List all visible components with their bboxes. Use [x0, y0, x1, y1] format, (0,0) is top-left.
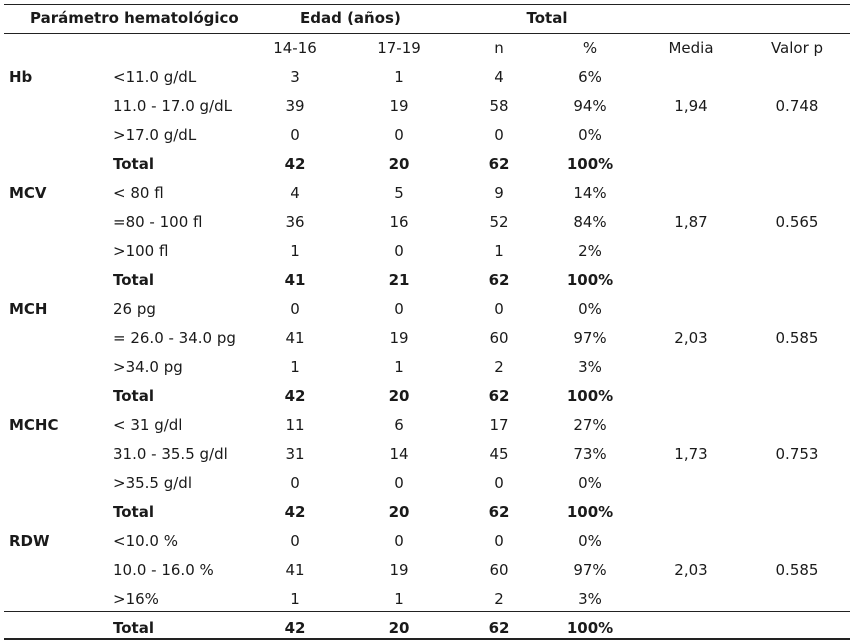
count-14-16: 41 [285, 329, 305, 347]
count-17-19: 16 [389, 213, 409, 231]
percent: 6% [578, 68, 602, 86]
count-14-16: 42 [284, 387, 306, 405]
range-label: = 26.0 - 34.0 pg [113, 329, 236, 347]
count-17-19: 19 [389, 329, 409, 347]
table-row [0, 353, 852, 382]
count-17-19: 0 [394, 532, 404, 550]
bottom-rule-top [4, 611, 850, 612]
count-14-16: 4 [290, 184, 300, 202]
total-label: Total [113, 619, 154, 637]
percent: 0% [578, 126, 602, 144]
count-n: 4 [494, 68, 504, 86]
media-value: 2,03 [674, 561, 708, 579]
total-label: Total [113, 271, 154, 289]
total-row [0, 382, 852, 411]
media-value: 1,73 [674, 445, 708, 463]
parameter-name: RDW [9, 532, 50, 550]
range-label: 26 pg [113, 300, 156, 318]
percent: 100% [566, 155, 614, 173]
range-label: >35.5 g/dl [113, 474, 192, 492]
count-n: 58 [489, 97, 509, 115]
subheader-n: n [494, 39, 504, 57]
count-n: 60 [489, 561, 509, 579]
count-n: 2 [494, 590, 504, 608]
parameter-name: MCH [9, 300, 48, 318]
range-label: 11.0 - 17.0 g/dL [113, 97, 232, 115]
table-row [0, 63, 852, 92]
total-label: Total [113, 387, 154, 405]
range-label: 10.0 - 16.0 % [113, 561, 214, 579]
percent: 0% [578, 300, 602, 318]
count-14-16: 0 [290, 532, 300, 550]
count-n: 9 [494, 184, 504, 202]
count-n: 62 [488, 155, 510, 173]
p-value: 0.585 [775, 329, 819, 347]
range-label: >16% [113, 590, 159, 608]
count-14-16: 1 [290, 242, 300, 260]
table-row [0, 585, 852, 614]
subheader-valor-p: Valor p [770, 39, 824, 57]
count-14-16: 42 [284, 155, 306, 173]
percent: 3% [578, 358, 602, 376]
count-n: 0 [494, 474, 504, 492]
table-row [0, 92, 852, 121]
range-label: < 80 fl [113, 184, 164, 202]
range-label: <11.0 g/dL [113, 68, 197, 86]
header-edad: Edad (años) [300, 9, 401, 27]
p-value: 0.748 [775, 97, 819, 115]
percent: 100% [566, 619, 614, 637]
p-value: 0.753 [775, 445, 819, 463]
range-label: < 31 g/dl [113, 416, 183, 434]
count-n: 62 [488, 387, 510, 405]
total-row [0, 150, 852, 179]
count-17-19: 20 [388, 503, 410, 521]
count-n: 62 [488, 503, 510, 521]
percent: 27% [573, 416, 607, 434]
total-label: Total [113, 155, 154, 173]
percent: 14% [573, 184, 607, 202]
count-14-16: 0 [290, 300, 300, 318]
header-parametro: Parámetro hematológico [30, 9, 239, 27]
count-17-19: 21 [388, 271, 410, 289]
percent: 100% [566, 271, 614, 289]
count-17-19: 0 [394, 474, 404, 492]
range-label: 31.0 - 35.5 g/dl [113, 445, 228, 463]
table-row [0, 324, 852, 353]
table-row [0, 121, 852, 150]
count-14-16: 1 [290, 358, 300, 376]
count-n: 0 [494, 532, 504, 550]
media-value: 1,87 [674, 213, 708, 231]
parameter-name: MCHC [9, 416, 59, 434]
count-14-16: 31 [285, 445, 305, 463]
count-n: 62 [488, 619, 510, 637]
percent: 3% [578, 590, 602, 608]
table-row [0, 440, 852, 469]
parameter-name: MCV [9, 184, 47, 202]
range-label: >100 fl [113, 242, 169, 260]
table-row [0, 237, 852, 266]
media-value: 1,94 [674, 97, 708, 115]
count-n: 2 [494, 358, 504, 376]
count-17-19: 0 [394, 300, 404, 318]
table-row [0, 469, 852, 498]
subheader-age-14-16: 14-16 [273, 39, 317, 57]
total-row [0, 498, 852, 527]
count-17-19: 20 [388, 619, 410, 637]
count-17-19: 6 [394, 416, 404, 434]
total-row [0, 266, 852, 295]
percent: 84% [573, 213, 607, 231]
count-17-19: 1 [394, 590, 404, 608]
count-14-16: 0 [290, 126, 300, 144]
table-row [0, 179, 852, 208]
percent: 0% [578, 474, 602, 492]
count-17-19: 1 [394, 358, 404, 376]
count-17-19: 19 [389, 561, 409, 579]
count-n: 45 [489, 445, 509, 463]
count-n: 17 [489, 416, 509, 434]
parameter-name: Hb [9, 68, 33, 86]
count-n: 62 [488, 271, 510, 289]
count-17-19: 20 [388, 387, 410, 405]
percent: 97% [573, 561, 607, 579]
table-row [0, 411, 852, 440]
bottom-rule [4, 638, 850, 640]
count-14-16: 39 [285, 97, 305, 115]
range-label: <10.0 % [113, 532, 178, 550]
total-label: Total [113, 503, 154, 521]
range-label: >17.0 g/dL [113, 126, 197, 144]
count-n: 60 [489, 329, 509, 347]
count-14-16: 0 [290, 474, 300, 492]
count-17-19: 14 [389, 445, 409, 463]
p-value: 0.585 [775, 561, 819, 579]
percent: 2% [578, 242, 602, 260]
range-label: >34.0 pg [113, 358, 183, 376]
percent: 97% [573, 329, 607, 347]
subheader-media: Media [668, 39, 714, 57]
count-17-19: 5 [394, 184, 404, 202]
media-value: 2,03 [674, 329, 708, 347]
p-value: 0.565 [775, 213, 819, 231]
table-row [0, 208, 852, 237]
percent: 100% [566, 387, 614, 405]
count-14-16: 41 [284, 271, 306, 289]
table-row [0, 527, 852, 556]
count-14-16: 3 [290, 68, 300, 86]
range-label: =80 - 100 fl [113, 213, 203, 231]
count-17-19: 0 [394, 242, 404, 260]
percent: 94% [573, 97, 607, 115]
count-14-16: 41 [285, 561, 305, 579]
count-14-16: 11 [285, 416, 305, 434]
count-n: 1 [494, 242, 504, 260]
table-row [0, 556, 852, 585]
percent: 100% [566, 503, 614, 521]
subheader-row [0, 34, 852, 63]
percent: 73% [573, 445, 607, 463]
percent: 0% [578, 532, 602, 550]
count-14-16: 36 [285, 213, 305, 231]
count-17-19: 0 [394, 126, 404, 144]
count-n: 52 [489, 213, 509, 231]
count-17-19: 19 [389, 97, 409, 115]
count-17-19: 20 [388, 155, 410, 173]
count-n: 0 [494, 300, 504, 318]
header-total: Total [526, 9, 568, 27]
count-14-16: 1 [290, 590, 300, 608]
header-row [0, 4, 852, 33]
count-14-16: 42 [284, 503, 306, 521]
subheader-age-17-19: 17-19 [377, 39, 421, 57]
count-14-16: 42 [284, 619, 306, 637]
subheader-percent: % [582, 39, 598, 57]
table-row [0, 295, 852, 324]
count-n: 0 [494, 126, 504, 144]
count-17-19: 1 [394, 68, 404, 86]
